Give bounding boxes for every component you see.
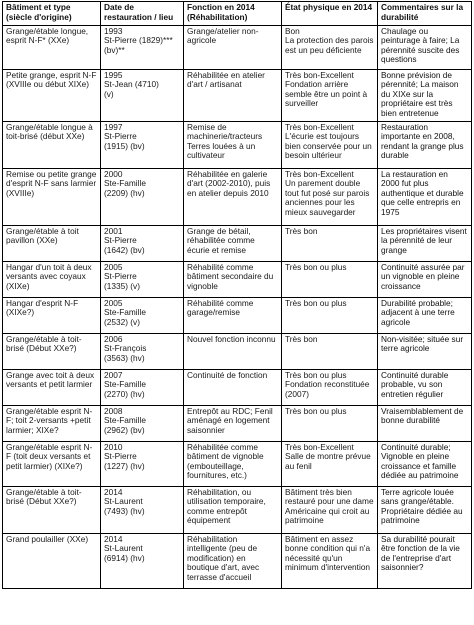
- header-date: Date de restauration / lieu: [101, 2, 184, 26]
- cell-batiment: Grange/étable à toit pavillon (XXe): [3, 225, 101, 261]
- cell-etat: Très bon: [282, 225, 378, 261]
- cell-fonction: Grange/atelier non-agricole: [184, 25, 282, 69]
- cell-date: 2007 Ste-Famille (2270) (hv): [101, 369, 184, 405]
- table-row: [3, 261, 472, 297]
- cell-date: 2014 St-Laurent (7493) (hv): [101, 486, 184, 533]
- cell-etat: Très bon ou plus: [282, 405, 378, 441]
- cell-date: 1997 St-Pierre (1915) (bv): [101, 121, 184, 168]
- table-row: [3, 533, 472, 588]
- cell-date: 2005 St-Pierre (1335) (v): [101, 261, 184, 297]
- cell-batiment: Hangar d'esprit N-F (XIXe?): [3, 297, 101, 333]
- cell-batiment: Grand poulailler (XXe): [3, 533, 101, 588]
- header-row: [3, 2, 472, 26]
- cell-date: 2001 St-Pierre (1642) (bv): [101, 225, 184, 261]
- cell-date: 1993 St-Pierre (1829)*** (bv)**: [101, 25, 184, 69]
- table-row: [3, 441, 472, 486]
- table-row: [3, 25, 472, 69]
- cell-date: 2008 Ste-Famille (2962) (bv): [101, 405, 184, 441]
- cell-batiment: Grange/étable à toit-brisé (Début XXe?): [3, 486, 101, 533]
- cell-fonction: Réhabilitation, ou utilisation temporaire, comme entrepôt équipement: [184, 486, 282, 533]
- cell-fonction: Réhabilitée comme bâtiment de vignoble (embouteillage, fournitures, etc.): [184, 441, 282, 486]
- cell-fonction: Nouvel fonction inconnu: [184, 333, 282, 369]
- cell-fonction: Remise de machinerie/tracteurs Terres louées à un cultivateur: [184, 121, 282, 168]
- table-row: [3, 69, 472, 121]
- cell-fonction: Réhabilitée en galerie d'art (2002-2010), puis en atelier depuis 2010: [184, 168, 282, 225]
- cell-batiment: Grange avec toit à deux versants et petit larmier: [3, 369, 101, 405]
- cell-batiment: Hangar d'un toit à deux versants avec coyaux (XIXe): [3, 261, 101, 297]
- cell-commentaires: Restauration importante en 2008, rendant la grange plus durable: [378, 121, 472, 168]
- table-row: [3, 405, 472, 441]
- cell-etat: Très bon-Excellent Salle de montre prévue au fenil: [282, 441, 378, 486]
- table-row: [3, 333, 472, 369]
- cell-commentaires: Sa durabilité pourait être fonction de la vie de l'entreprise d'art saisonnier?: [378, 533, 472, 588]
- cell-fonction: Entrepôt au RDC; Fenil aménagé en logement saisonnier: [184, 405, 282, 441]
- cell-fonction: Réhabilitation intelligente (peu de modification) en boutique d'art, avec terrasse d'accueil: [184, 533, 282, 588]
- cell-batiment: Grange/étable esprit N-F; toit 2-versants +petit larmier; XIXe?: [3, 405, 101, 441]
- cell-fonction: Continuité de fonction: [184, 369, 282, 405]
- cell-etat: Bâtiment très bien restauré pour une dame Américaine qui croit au patrimoine: [282, 486, 378, 533]
- cell-etat: Très bon: [282, 333, 378, 369]
- cell-fonction: Réhabilité comme bâtiment secondaire du vignoble: [184, 261, 282, 297]
- table-row: [3, 369, 472, 405]
- restoration-table: [2, 1, 472, 589]
- cell-commentaires: Bonne prévision de pérennité; La maison du XIXe sur la propriétaire est très bien entretenue: [378, 69, 472, 121]
- cell-date: 2010 St-Pierre (1227) (hv): [101, 441, 184, 486]
- cell-batiment: Remise ou petite grange d'esprit N-F sans larmier (XVIIIe): [3, 168, 101, 225]
- cell-fonction: Réhabilité comme garage/remise: [184, 297, 282, 333]
- cell-commentaires: Continuité durable; Vignoble en pleine croissance et famille dédiée au patrimoine: [378, 441, 472, 486]
- cell-commentaires: Continuité assurée par un vignoble en pleine croissance: [378, 261, 472, 297]
- cell-etat: Très bon ou plus: [282, 297, 378, 333]
- header-etat: État physique en 2014: [282, 2, 378, 26]
- table-body: [3, 25, 472, 588]
- cell-etat: Bon La protection des parois est un peu déficiente: [282, 25, 378, 69]
- cell-fonction: Réhabilitée en atelier d'art / artisanat: [184, 69, 282, 121]
- table-row: [3, 297, 472, 333]
- cell-etat: Très bon ou plus Fondation reconstituée (2007): [282, 369, 378, 405]
- cell-fonction: Grange de bétail, réhabilitée comme écurie et remise: [184, 225, 282, 261]
- header-batiment: Bâtiment et type (siècle d'origine): [3, 2, 101, 26]
- table-row: [3, 225, 472, 261]
- cell-commentaires: Terre agricole louée sans grange/étable. Propriétaire dédiée au patrimoine: [378, 486, 472, 533]
- table-row: [3, 486, 472, 533]
- cell-batiment: Grange/étable longue à toit-brisé (début XXe): [3, 121, 101, 168]
- cell-date: 2005 Ste-Famille (2532) (v): [101, 297, 184, 333]
- cell-date: 2014 St-Laurent (6914) (hv): [101, 533, 184, 588]
- cell-etat: Très bon-Excellent Un parement double tout fut posé sur parois anciennes pour les mieux sauvegarder: [282, 168, 378, 225]
- table-row: [3, 168, 472, 225]
- cell-commentaires: Chaulage ou peinturage à faire; La pérennité suscite des questions: [378, 25, 472, 69]
- cell-batiment: Grange/étable longue, esprit N-F* (XXe): [3, 25, 101, 69]
- cell-date: 1995 St-Jean (4710) (v): [101, 69, 184, 121]
- cell-commentaires: Durabilité probable; adjacent à une terre agricole: [378, 297, 472, 333]
- cell-etat: Très bon-Excellent L'écurie est toujours bien conservée pour un besoin ultérieur: [282, 121, 378, 168]
- cell-commentaires: Vraisemblablement de bonne durabilité: [378, 405, 472, 441]
- cell-etat: Bâtiment en assez bonne condition qui n'a nécessité qu'un minimum d'intervention: [282, 533, 378, 588]
- header-fonction: Fonction en 2014 (Réhabilitation): [184, 2, 282, 26]
- cell-batiment: Grange/étable à toit-brisé (Début XXe?): [3, 333, 101, 369]
- cell-commentaires: Non-visitée; située sur terre agricole: [378, 333, 472, 369]
- cell-batiment: Petite grange, esprit N-F (XVIIIe ou début XIXe): [3, 69, 101, 121]
- cell-etat: Très bon ou plus: [282, 261, 378, 297]
- cell-commentaires: Continuité durable probable, vu son entretien régulier: [378, 369, 472, 405]
- cell-date: 2006 St-François (3563) (hv): [101, 333, 184, 369]
- header-commentaires: Commentaires sur la durabilité: [378, 2, 472, 26]
- cell-commentaires: Les propriétaires visent la pérennité de leur grange: [378, 225, 472, 261]
- cell-etat: Très bon-Excellent Fondation arrière semble être un point à surveiller: [282, 69, 378, 121]
- table-row: [3, 121, 472, 168]
- cell-date: 2000 Ste-Famille (2209) (hv): [101, 168, 184, 225]
- cell-batiment: Grange/étable esprit N-F (toit deux versants et petit larmier) (XIXe?): [3, 441, 101, 486]
- cell-commentaires: La restauration en 2000 fut plus authentique et durable que celle entrepris en 1975: [378, 168, 472, 225]
